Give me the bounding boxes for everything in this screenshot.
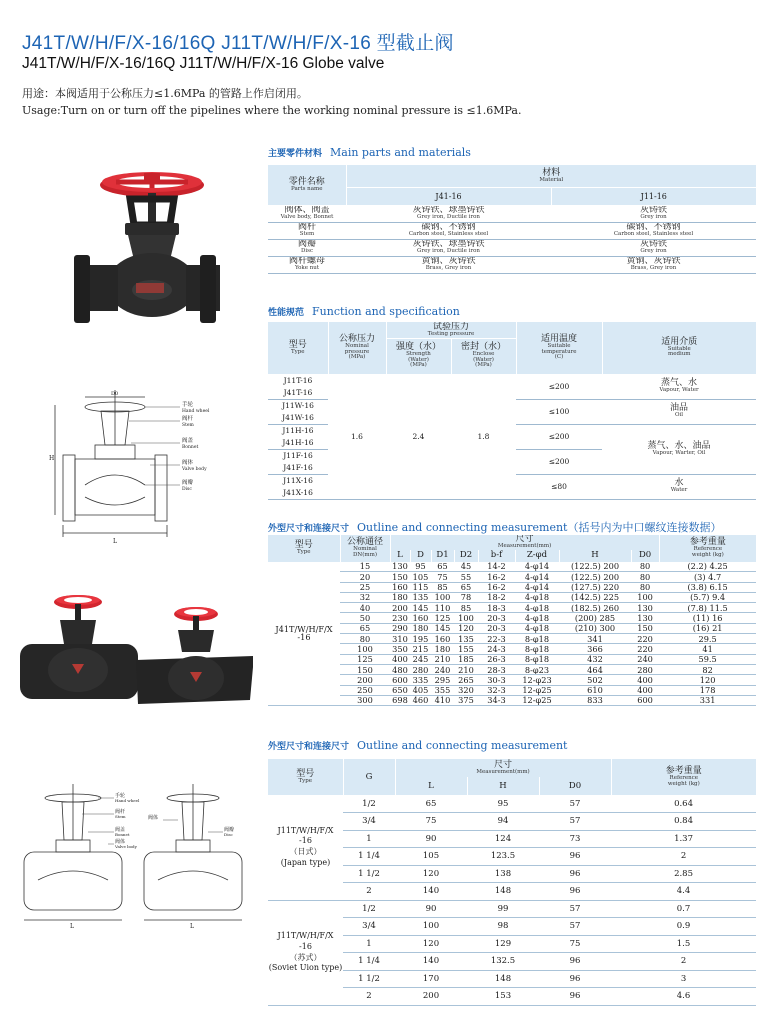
- outline2-type-cell: J11T/W/H/F/X -16 （苏式） (Soviet Uion type): [268, 900, 343, 1005]
- svg-text:H: H: [49, 455, 55, 462]
- parts-col-j11: J11-16: [551, 187, 756, 205]
- outline-row: 32 180 135 100 78 18-2 4-φ18 (142.5) 225 100 (5.7) 9.4: [268, 592, 756, 602]
- outline-row: 200 600 335 295 265 30-3 12-φ23 502 400 120: [268, 675, 756, 685]
- svg-text:Bonnet: Bonnet: [182, 445, 199, 450]
- outline2-row: 2 140 148 96 4.4: [268, 883, 756, 901]
- svg-text:Hand wheel: Hand wheel: [115, 798, 140, 803]
- parts-row: 阀体、阀盖 Valve body, Bonnet 灰铸铁、球墨铸铁 Grey iron, Ductile iron 灰铸铁 Grey iron: [268, 205, 756, 222]
- svg-text:阀杆: 阀杆: [115, 809, 126, 815]
- page-subtitle: J41T/W/H/F/X-16/16Q J11T/W/H/F/X-16 Globe valve: [22, 55, 385, 72]
- func-enclose-value: 1.8: [451, 374, 516, 499]
- outline2-col-type: 型号: [296, 768, 315, 779]
- svg-text:Bonnet: Bonnet: [115, 832, 130, 837]
- page-title: J41T/W/H/F/X-16/16Q J11T/W/H/F/X-16 型截止阀: [22, 33, 454, 54]
- outline2-row: 1 1/2 170 148 96 3: [268, 970, 756, 988]
- outline-row: J41T/W/H/F/X -16 15 130 95 65 45 14-2 4-φ14 (122.5) 200 80 (2.2) 4.25: [268, 562, 756, 572]
- label-hand-wheel: 手轮: [182, 402, 194, 408]
- svg-text:Stem: Stem: [182, 423, 194, 428]
- flanged-valve-drawing: [45, 385, 255, 550]
- outline-row: 300 698 460 410 375 34-3 12-φ25 833 600 331: [268, 695, 756, 705]
- svg-text:Hand wheel: Hand wheel: [182, 409, 210, 414]
- label-bonnet: 阀盖: [182, 438, 194, 444]
- svg-text:Stem: Stem: [115, 814, 126, 819]
- outline-row: 250 650 405 355 320 32-3 12-φ25 610 400 178: [268, 685, 756, 695]
- svg-text:手轮: 手轮: [115, 793, 126, 799]
- outline2-row: 1 1/2 120 138 96 2.85: [268, 865, 756, 883]
- outline-row: 150 480 280 240 210 28-3 8-φ23 464 280 82: [268, 664, 756, 674]
- svg-text:D0: D0: [111, 391, 119, 397]
- svg-text:Valve body: Valve body: [182, 467, 207, 472]
- outline-row: 20 150 105 75 55 16-2 4-φ14 (122.5) 200 80 (3) 4.7: [268, 572, 756, 582]
- outline-row: 40 200 145 110 85 18-3 4-φ18 (182.5) 260 130 (7.8) 11.5: [268, 603, 756, 613]
- svg-text:L: L: [70, 923, 74, 930]
- outline2-row: 1 1/4 105 123.5 96 2: [268, 848, 756, 866]
- parts-col-material: 材料: [542, 167, 561, 178]
- outline-row: 100 350 215 180 155 24-3 8-φ18 366 220 41: [268, 644, 756, 654]
- outline2-table: 型号 Type G 尺寸 Measurement(mm) 参考重量 Reference weight (kg) L H D0 J11T/W/H/F/X -16 （日式） (Japan type) 1/2 65 95 57 0.64 3/4 75 94 57 0.84 1 90 124 73 1.37 1 1/4 105 123.5 96 2 1 1/2 120 138 96 2.85 2 140 148 96 4.4 J11T/W/H/F/X -16 （苏式） (Soviet Uion type) 1/2 90 99 57 0.7 3/4 100 98 57 0.9 1 120 129 75 1.5 1 1/4 140 132.5 96 2 1 1/2 170 148 96 3 2 200 153 96 4.6: [268, 759, 756, 1006]
- parts-row: 阀杆 Stem 碳钢、不锈钢 Carbon steel, Stainless steel 碳钢、不锈钢 Carbon steel, Stainless steel: [268, 222, 756, 239]
- parts-row: 阀瓣 Disc 灰铸铁、球墨铸铁 Grey iron, Ductile iron 灰铸铁 Grey iron: [268, 239, 756, 256]
- func-col-type: 型号: [288, 339, 307, 350]
- svg-text:Disc: Disc: [224, 832, 233, 837]
- outline-row: 65 290 180 145 120 20-3 4-φ18 (210) 300 150 (16) 21: [268, 623, 756, 633]
- outline-table: 型号 Type 公称通径 Nominal DN(mm) 尺寸 Measurement(mm) 参考重量 Reference weight (kg) L D D1 D2 b-f Z-φd H D0 J41T/W/H/F/X -16 15 130 95 65 45 14-2 4-φ14 (122.5) 200 80 (2.2) 4.25 20 150 105 75 55 16-2 4-φ14 (122.5) 200 80 (3) 4.7 25 160 115 85 65 16-2 4-φ14 (127.5) 220 80 (3.8) 6.15 32 180 135 100 78 18-2 4-φ18 (142.5) 225 100 (5.7) 9.4 40 200 145 110 85 18-3 4-φ18 (182.5) 260 130 (7.8) 11.5 50 230 160 125 100 20-3 4-φ18 (200) 285 130 (11) 16 65 290 180 145 120 20-3 4-φ18 (210) 300 150 (16) 21 80 310 195 160 135 22-3 8-φ18 341 220 29.5 100 350 215 180 155 24-3 8-φ18 366 220 41 125 400 245 210 185 26-3 8-φ18 432 240 59.5 150 480 280 240 210 28-3 8-φ23 464 280 82 200 600 335 295 265 30-3 12-φ23 502 400 120 250 650 405 355 320 32-3 12-φ25 610 400 178 300 698 460 410 375 34-3 12-φ25 833 600 331: [268, 535, 756, 706]
- usage-en: Usage:Turn on or turn off the pipelines where the working nominal pressure is ≤1.6MPa.: [22, 104, 522, 117]
- outline2-row: 3/4 75 94 57 0.84: [268, 813, 756, 831]
- parts-col-j41: J41-16: [346, 187, 551, 205]
- usage-zh: 用途：本阀适用于公称压力≤1.6MPa 的管路上作启闭用。: [22, 87, 308, 100]
- svg-text:阀盖: 阀盖: [115, 827, 126, 833]
- outline-row: 50 230 160 125 100 20-3 4-φ18 (200) 285 130 (11) 16: [268, 613, 756, 623]
- label-stem: 阀杆: [182, 416, 194, 422]
- func-col-pn: 公称压力: [338, 334, 375, 344]
- outline-col-weight: 参考重量: [689, 537, 726, 548]
- func-strength-value: 2.4: [386, 374, 451, 499]
- threaded-valves-photo: [18, 590, 253, 715]
- func-col-enclose: 密封（水）: [461, 342, 507, 353]
- outline2-row: 2 200 153 96 4.6: [268, 988, 756, 1006]
- outline2-section-title: 外型尺寸和连接尺寸 Outline and connecting measurement: [268, 739, 568, 752]
- outline-col-dn: 公称通径: [346, 537, 383, 548]
- parts-col-name: 零件名称: [288, 176, 325, 187]
- outline2-row: J11T/W/H/F/X -16 （苏式） (Soviet Uion type) 1/2 90 99 57 0.7: [268, 900, 756, 918]
- func-pn-value: 1.6: [328, 374, 386, 499]
- outline-section-title: 外型尺寸和连接尺寸 Outline and connecting measurement（括号内为中口螺纹连接数据）: [268, 521, 722, 534]
- svg-text:阀体: 阀体: [148, 815, 159, 821]
- func-col-test: 试验压力: [433, 322, 470, 332]
- outline2-row: 1 90 124 73 1.37: [268, 830, 756, 848]
- parts-row: 阀杆螺母 Yoke nut 黄铜、灰铸铁 Brass, Grey iron 黄铜、灰铸铁 Brass, Grey iron: [268, 256, 756, 273]
- func-col-medium: 适用介质: [661, 336, 698, 347]
- flanged-valve-photo: [70, 165, 220, 340]
- outline-row: 25 160 115 85 65 16-2 4-φ14 (127.5) 220 80 (3.8) 6.15: [268, 582, 756, 592]
- outline2-row: J11T/W/H/F/X -16 （日式） (Japan type) 1/2 65 95 57 0.64: [268, 795, 756, 813]
- parts-table: 零件名称 Parts name 材料 Material J41-16 J11-16 阀体、阀盖 Valve body, Bonnet 灰铸铁、球墨铸铁 Grey iron, Ductile iron 灰铸铁 Grey iron 阀杆 Stem 碳钢、不锈钢 Carbon steel, Stainless steel 碳钢、不锈钢 Carbon steel, Stainless steel 阀瓣 Disc 灰铸铁、球墨铸铁 Grey iron, Ductile iron 灰铸铁 Grey iron 阀杆螺母 Yoke nut 黄铜、灰铸铁 Brass, Grey iron 黄铜、灰铸铁 Brass, Grey iron: [268, 165, 756, 274]
- func-section-title: 性能规范 Function and specification: [268, 305, 460, 318]
- svg-text:阀体: 阀体: [115, 839, 126, 845]
- outline2-type-cell: J11T/W/H/F/X -16 （日式） (Japan type): [268, 795, 343, 900]
- outline2-row: 1 120 129 75 1.5: [268, 935, 756, 953]
- svg-text:Disc: Disc: [182, 487, 192, 492]
- svg-text:Valve body: Valve body: [115, 844, 137, 849]
- outline2-col-g: G: [343, 759, 395, 795]
- outline2-col-size: 尺寸: [494, 759, 513, 770]
- func-col-temp: 适用温度: [541, 334, 578, 344]
- func-col-strength: 强度（水）: [395, 342, 441, 353]
- outline2-row: 3/4 100 98 57 0.9: [268, 918, 756, 936]
- threaded-valve-drawing: [18, 780, 258, 930]
- outline-row: 125 400 245 210 185 26-3 8-φ18 432 240 59.5: [268, 654, 756, 664]
- func-table: 型号 Type 公称压力 Nominal pressure (MPa) 试验压力 Testing pressure 适用温度 Suitable temperature (C) 适用介质 Suitable medium 强度（水） Strength (Water) (MPa) 密封（水） Enclose (Water) (MPa) J11T-16 1.6 2.4 1.8 ≤200 蒸气、水 Vapour, Water J41T-16 J11W-16 ≤100 油品 Oil J41W-16 J11H-16 ≤200 蒸气、水、油品 Vapour, Warter, Oil J41H-16 J11F-16 ≤200 J41F-16 J11X-16 ≤80 水 Water J41X-16: [268, 322, 756, 500]
- label-valve-body: 阀体: [182, 460, 194, 466]
- label-disc: 阀瓣: [182, 480, 194, 486]
- outline-row: 80 310 195 160 135 22-3 8-φ18 341 220 29.5: [268, 634, 756, 644]
- svg-text:L: L: [113, 538, 117, 545]
- outline-col-size: 尺寸: [515, 535, 534, 544]
- outline2-col-weight: 参考重量: [665, 766, 702, 776]
- outline2-row: 1 1/4 140 132.5 96 2: [268, 953, 756, 971]
- svg-text:阀瓣: 阀瓣: [224, 827, 235, 833]
- svg-text:L: L: [190, 923, 194, 930]
- outline-type-cell: J41T/W/H/F/X -16: [268, 562, 340, 706]
- outline-col-type: 型号: [294, 540, 313, 550]
- parts-section-title: 主要零件材料 Main parts and materials: [268, 146, 471, 159]
